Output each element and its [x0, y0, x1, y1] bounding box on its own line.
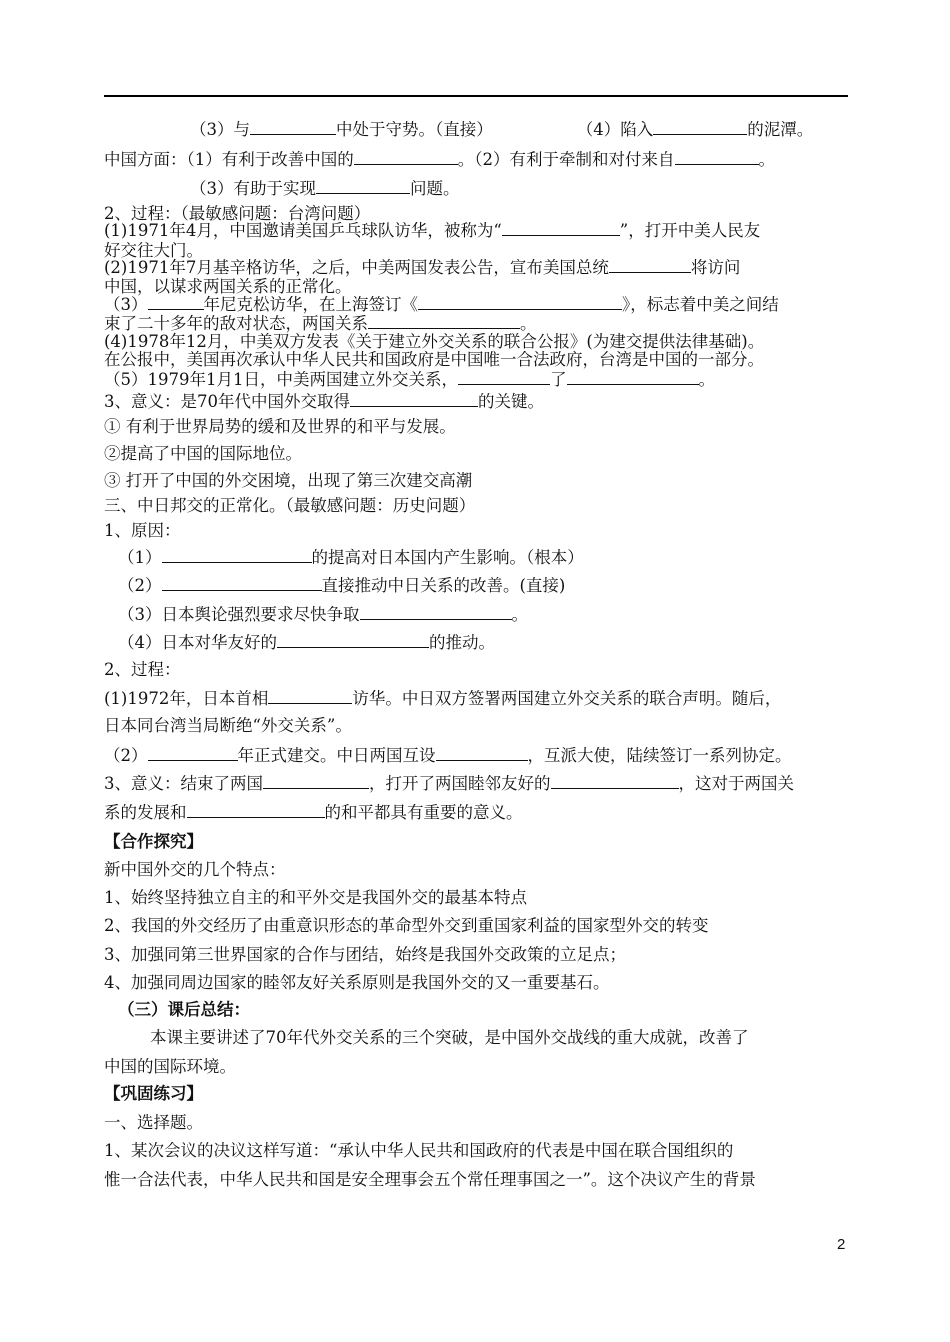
- section-heading: 【合作探究】: [104, 832, 203, 851]
- text-line: （3） 年尼克松访华，在上海签订《 》，标志着中美之间结: [104, 295, 779, 314]
- text-line: 好交往大门。: [104, 241, 203, 260]
- text-line: 3、意义：是70年代中国外交取得 的关键。: [104, 392, 544, 411]
- fill-blank[interactable]: [436, 746, 528, 761]
- page-number: 2: [837, 1236, 846, 1253]
- text-line: (1)1972年，日本首相 访华。中日双方签署两国建立外交关系的联合声明。随后，: [104, 689, 782, 708]
- fill-blank[interactable]: [675, 150, 759, 165]
- section-heading: 【巩固练习】: [104, 1084, 203, 1103]
- fill-blank[interactable]: [502, 221, 620, 236]
- text-line: 3、意义：结束了两国 ，打开了两国睦邻友好的 ，这对于两国关: [104, 774, 794, 793]
- section-heading: 1、原因：: [104, 521, 181, 540]
- list-item: 2、我国的外交经历了由重意识形态的革命型外交到重国家利益的国家型外交的转变: [104, 916, 709, 935]
- fill-blank[interactable]: [567, 370, 699, 385]
- fill-blank[interactable]: [418, 295, 622, 310]
- text-line: （5）1979年1月1日，中美两国建立外交关系， 了 。: [104, 370, 715, 389]
- fill-blank[interactable]: [316, 179, 410, 194]
- fill-blank[interactable]: [458, 370, 550, 385]
- fill-blank[interactable]: [653, 120, 747, 135]
- text-line: （2） 年正式建交。中日两国互设 ，互派大使，陆续签订一系列协定。: [104, 746, 792, 765]
- text-line: 中国，以谋求两国关系的正常化。: [104, 277, 352, 296]
- list-item: 4、加强同周边国家的睦邻友好关系原则是我国外交的又一重要基石。: [104, 973, 610, 992]
- fill-blank[interactable]: [187, 803, 325, 818]
- section-heading: 2、过程：: [104, 660, 181, 679]
- text-line: （3）日本舆论强烈要求尽快争取 。: [118, 605, 528, 624]
- section-heading: 2、过程：（最敏感问题：台湾问题）: [104, 204, 371, 223]
- section-heading: （三）课后总结：: [118, 1000, 250, 1019]
- text-line: (1)1971年4月，中国邀请美国乒乓球队访华，被称为“ ”，打开中美人民友: [104, 221, 761, 240]
- fill-blank[interactable]: [148, 746, 238, 761]
- fill-blank[interactable]: [162, 576, 322, 591]
- list-item: ③ 打开了中国的外交困境，出现了第三次建交高潮: [104, 471, 473, 490]
- text-line: （2） 直接推动中日关系的改善。(直接): [118, 576, 566, 595]
- text-line: 1、某次会议的决议这样写道：“承认中华人民共和国政府的代表是中国在联合国组织的: [104, 1141, 734, 1160]
- text-line: 新中国外交的几个特点：: [104, 860, 286, 879]
- text-line: 惟一合法代表，中华人民共和国是安全理事会五个常任理事国之一”。这个决议产生的背景: [104, 1170, 756, 1189]
- text-line: 日本同台湾当局断绝“外交关系”。: [104, 716, 352, 735]
- section-heading: 一、选择题。: [104, 1113, 203, 1132]
- fill-blank[interactable]: [268, 689, 352, 704]
- list-item: 3、加强同第三世界国家的合作与团结，始终是我国外交政策的立足点；: [104, 945, 626, 964]
- section-heading: 三、中日邦交的正常化。（最敏感问题：历史问题）: [104, 496, 476, 515]
- list-item: ① 有利于世界局势的缓和及世界的和平与发展。: [104, 417, 456, 436]
- text-line: (4)1978年12月，中美双方发表《关于建立外交关系的联合公报》(为建交提供法律基础)。: [104, 332, 765, 351]
- fill-blank[interactable]: [162, 548, 312, 563]
- text-line: 系的发展和 的和平都具有重要的意义。: [104, 803, 523, 822]
- fill-blank[interactable]: [360, 605, 512, 620]
- fill-blank[interactable]: [609, 258, 691, 273]
- fill-blank[interactable]: [354, 150, 458, 165]
- text-line: （1） 的提高对日本国内产生影响。（根本）: [118, 548, 584, 567]
- fill-blank[interactable]: [148, 295, 204, 310]
- text-line: 中国方面：（1）有利于改善中国的 。（2）有利于牵制和对付来自 。: [104, 150, 775, 169]
- fill-blank[interactable]: [263, 774, 369, 789]
- fill-blank[interactable]: [551, 774, 679, 789]
- text-line: 中国的国际环境。: [104, 1057, 236, 1076]
- text-line: 束了二十多年的敌对状态，两国关系 。: [104, 314, 537, 333]
- text-line: (2)1971年7月基辛格访华，之后，中美两国发表公告，宣布美国总统 将访问: [104, 258, 741, 277]
- fill-blank[interactable]: [350, 392, 478, 407]
- fill-blank[interactable]: [368, 314, 520, 329]
- header-rule: [104, 95, 848, 97]
- text-line: 本课主要讲述了70年代外交关系的三个突破，是中国外交战线的重大成就，改善了: [150, 1028, 749, 1047]
- text-line: （3）与 中处于守势。（直接） （4）陷入 的泥潭。: [190, 120, 814, 139]
- text-line: 在公报中，美国再次承认中华人民共和国政府是中国唯一合法政府，台湾是中国的一部分。: [104, 350, 764, 369]
- list-item: 1、始终坚持独立自主的和平外交是我国外交的最基本特点: [104, 888, 527, 907]
- list-item: ②提高了中国的国际地位。: [104, 444, 302, 463]
- text-line: （4）日本对华友好的 的推动。: [118, 633, 495, 652]
- fill-blank[interactable]: [277, 633, 429, 648]
- text-line: （3）有助于实现 问题。: [190, 179, 460, 198]
- fill-blank[interactable]: [250, 120, 336, 135]
